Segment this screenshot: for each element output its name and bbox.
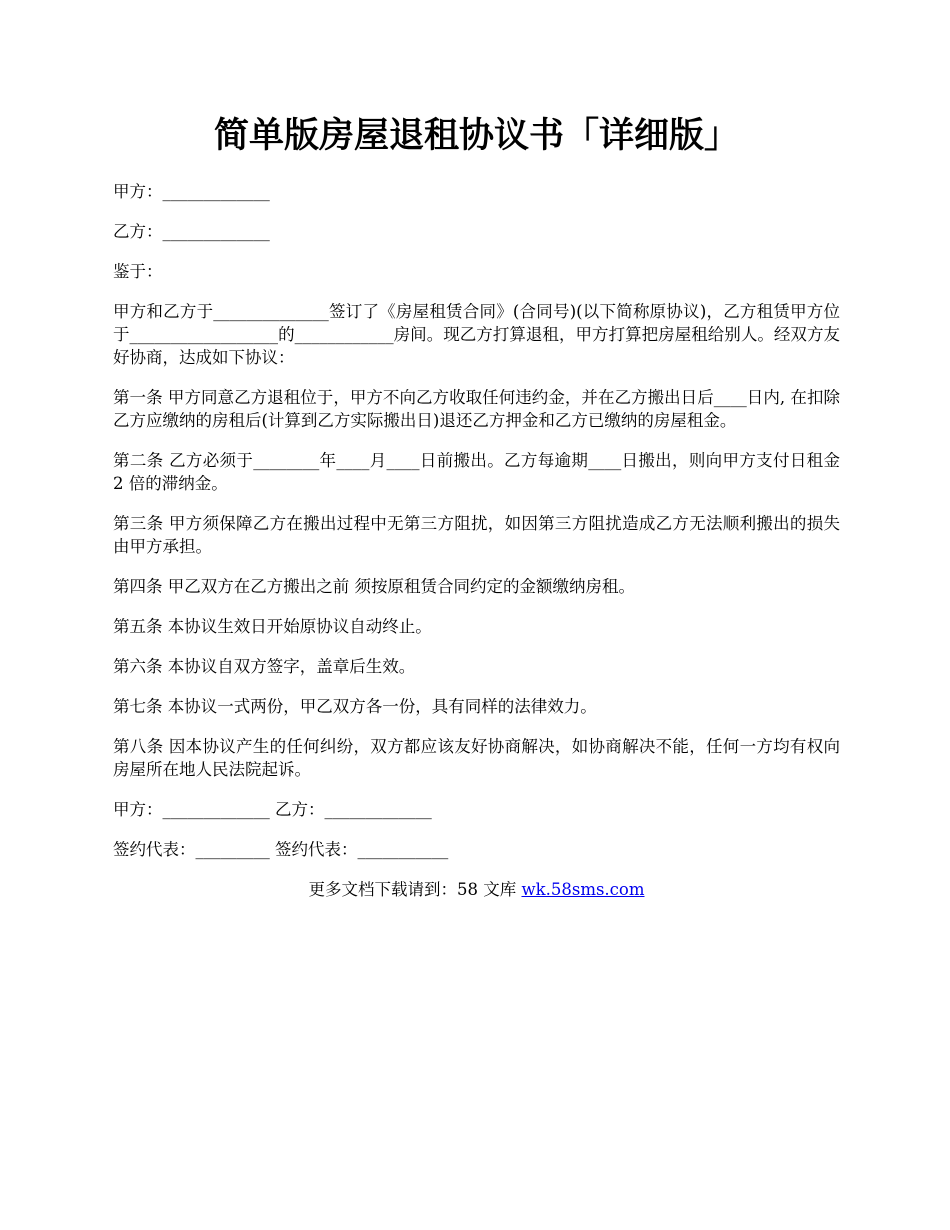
party-b-line: 乙方：_____________ (113, 222, 270, 241)
article-2: 第二条 乙方必须于________年____月____日前搬出。乙方每逾期____日搬出，则向甲方支付日租金 2 倍的滞纳金。 (113, 451, 840, 493)
article-1: 第一条 甲方同意乙方退租位于，甲方不向乙方收取任何违约金，并在乙方搬出日后____日内, 在扣除乙方应缴纳的房租后(计算到乙方实际搬出日)退还乙方押金和乙方已缴纳的房屋租金。 (113, 388, 840, 430)
article-6: 第六条 本协议自双方签字，盖章后生效。 (113, 657, 416, 676)
whereas-label: 鉴于： (113, 262, 163, 281)
article-7: 第七条 本协议一式两份，甲乙双方各一份，具有同样的法律效力。 (113, 697, 597, 716)
document-body (113, 180, 840, 918)
party-a-line: 甲方：_____________ (113, 182, 270, 201)
signature-parties-line: 甲方：_____________ 乙方：_____________ (113, 800, 432, 819)
article-8: 第八条 因本协议产生的任何纠纷，双方都应该友好协商解决，如协商解决不能，任何一方均有权向房屋所在地人民法院起诉。 (113, 737, 840, 779)
footer-link[interactable]: wk.58sms.com (521, 880, 645, 899)
article-4: 第四条 甲乙双方在乙方搬出之前 须按原租赁合同约定的金额缴纳房租。 (113, 577, 635, 596)
signature-reps-line: 签约代表：_________ 签约代表：___________ (113, 840, 449, 859)
article-3: 第三条 甲方须保障乙方在搬出过程中无第三方阻扰，如因第三方阻扰造成乙方无法顺利搬出的损失由甲方承担。 (113, 514, 840, 556)
intro-paragraph: 甲方和乙方于______________签订了《房屋租赁合同》(合同号)(以下简称原协议)，乙方租赁甲方位于__________________的____________房间。现乙方打算退租，甲方打算把房屋租给别人。经双方友好协商，达成如下协议： (113, 302, 840, 367)
document-title: 简单版房屋退租协议书「详细版」 (213, 115, 739, 156)
footer-prefix: 更多文档下载请到：58 文库 (308, 880, 522, 899)
article-5: 第五条 本协议生效日开始原协议自动终止。 (113, 617, 432, 636)
footer-line (113, 878, 840, 901)
